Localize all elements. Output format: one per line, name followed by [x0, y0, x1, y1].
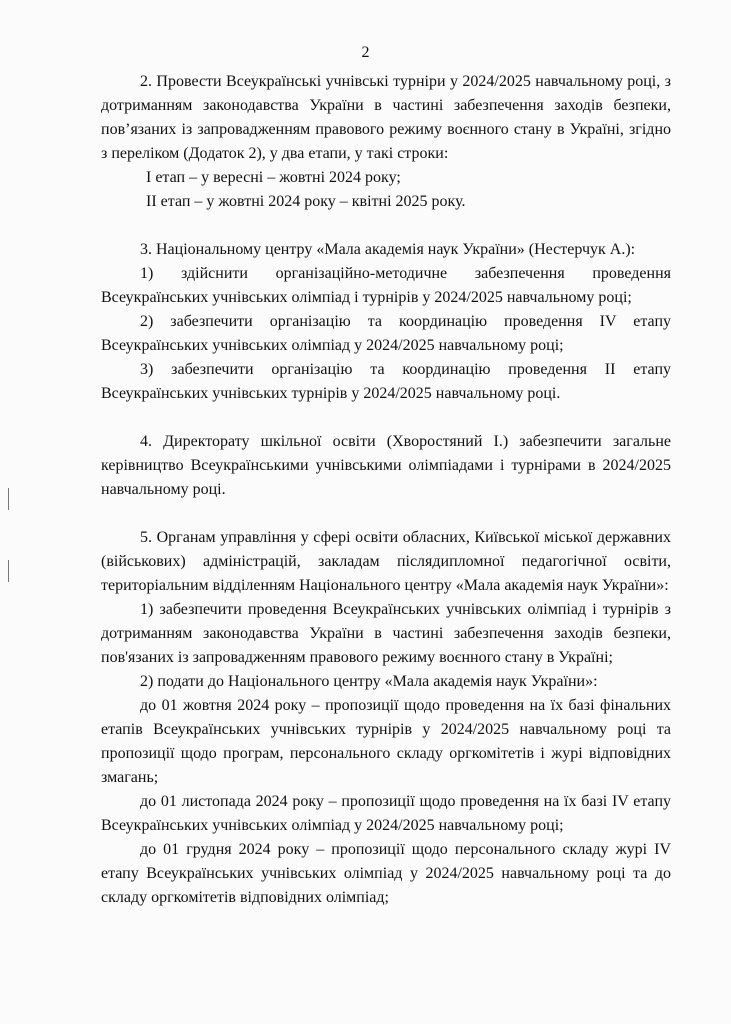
paragraph-3: 3. Національному центру «Мала академія наук України» (Нестерчук А.):	[140, 241, 636, 258]
paragraph-5-deadline-november: до 01 листопада 2024 року – пропозиції щодо проведення на їх базі IV етапу Всеукраїнських учнівських олімпіад у 2024/2025 навчальному році;	[101, 793, 671, 834]
paragraph-2-stage-1: I етап – у вересні – жовтні 2024 року;	[146, 169, 401, 186]
paragraph-5-item-2: 2) подати до Національного центру «Мала академія наук України»:	[140, 673, 598, 690]
paragraph-3-item-2: 2) забезпечити організацію та координацію проведення IV етапу Всеукраїнських учнівських олімпіад у 2024/2025 навчальному році;	[101, 313, 671, 354]
document-body	[101, 70, 671, 910]
scan-edge-mark	[8, 488, 9, 510]
paragraph-4: 4. Директорату шкільної освіти (Хворостяний І.) забезпечити загальне керівництво Всеукраїнськими учнівськими олімпіадами і турнірами в 2024/2025 навчальному році.	[101, 433, 671, 498]
paragraph-5-item-1: 1) забезпечити проведення Всеукраїнських учнівських олімпіад і турнірів з дотриманням законодавства України в частині забезпечення заходів безпеки, пов'язаних із запровадженням правового режиму воєнного стану в Україні;	[101, 601, 671, 666]
paragraph-5-deadline-december: до 01 грудня 2024 року – пропозиції щодо персонального складу журі IV етапу Всеукраїнських учнівських олімпіад у 2024/2025 навчальному році та до складу оргкомітетів відповідних олімпіад;	[101, 841, 671, 906]
paragraph-3-item-1: 1) здійснити організаційно-методичне забезпечення проведення Всеукраїнських учнівських олімпіад і турнірів у 2024/2025 навчальному році;	[101, 265, 671, 306]
scan-edge-mark	[8, 560, 9, 582]
paragraph-2: 2. Провести Всеукраїнські учнівські турніри у 2024/2025 навчальному році, з дотриманням законодавства України в частині забезпечення заходів безпеки, пов’язаних із запровадженням правового режиму воєнного стану в Україні, згідно з переліком (Додаток 2), у два етапи, у такі строки:	[101, 73, 671, 162]
page-number: 2	[361, 44, 370, 61]
paragraph-5-deadline-october: до 01 жовтня 2024 року – пропозиції щодо проведення на їх базі фінальних етапів Всеукраїнських учнівських турнірів у 2024/2025 навчальному році та пропозиції щодо програм, персонального складу оргкомітетів і журі відповідних змагань;	[101, 697, 671, 786]
paragraph-5: 5. Органам управління у сфері освіти обласних, Київської міської державних (військових) адміністрацій, закладам післядипломної педагогічної освіти, територіальним відділенням Національного центру «Мала академія наук України»:	[101, 529, 671, 594]
paragraph-3-item-3: 3) забезпечити організацію та координацію проведення II етапу Всеукраїнських учнівських турнірів у 2024/2025 навчальному році.	[101, 361, 671, 402]
paragraph-2-stage-2: II етап – у жовтні 2024 року – квітні 2025 року.	[146, 193, 466, 210]
